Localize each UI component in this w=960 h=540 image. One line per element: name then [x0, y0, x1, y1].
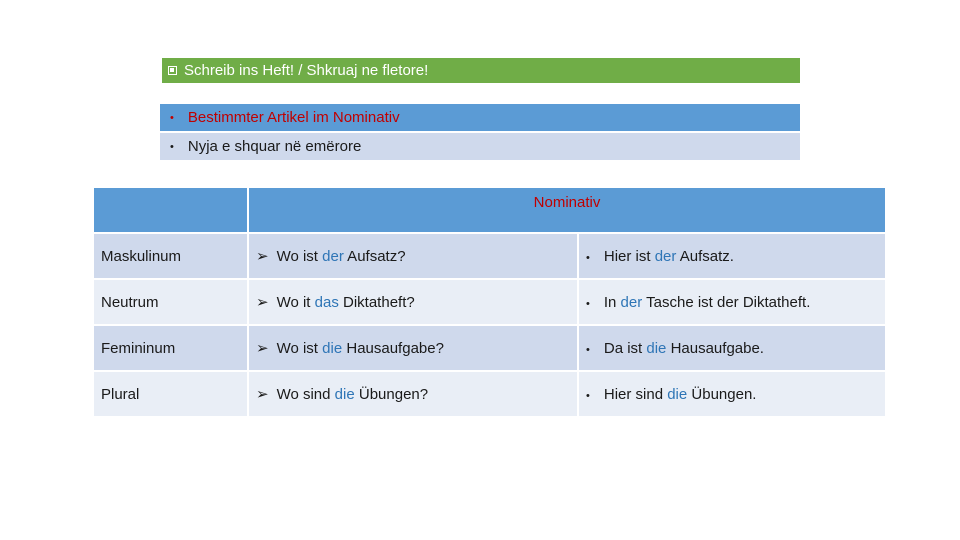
arrow-bullet-icon: ➢ [256, 340, 269, 357]
checkbox-icon [168, 66, 177, 75]
topic-bullet-albanian [160, 133, 800, 160]
table-row [93, 233, 886, 279]
article-text: die [646, 339, 667, 357]
answer-text: Tasche ist der Diktatheft. [642, 293, 811, 311]
answer-text: Aufsatz. [676, 247, 734, 265]
nominativ-table [92, 186, 887, 418]
arrow-bullet-icon: ➢ [256, 294, 269, 311]
bullet-icon: • [586, 297, 590, 310]
article-text: die [322, 340, 343, 357]
answer-text: Übungen. [687, 385, 757, 403]
table-row [93, 371, 886, 417]
question-text: Wo sind [276, 386, 335, 403]
question-text: Wo ist [276, 248, 323, 265]
question-text: Hausaufgabe? [342, 340, 444, 357]
answer-text: In [603, 293, 621, 311]
topic-text-albanian: Nyja e shquar në emërore [187, 138, 362, 155]
bullet-icon: • [170, 140, 174, 153]
header-title: Nominativ [248, 187, 886, 233]
question-cell [248, 325, 578, 371]
answer-cell [578, 371, 886, 417]
gender-cell: Plural [93, 371, 248, 417]
answer-cell [578, 325, 886, 371]
table-row [93, 325, 886, 371]
answer-text: Hausaufgabe. [666, 339, 764, 357]
header-empty-cell [93, 187, 248, 233]
article-text: das [314, 294, 339, 311]
article-text: der [322, 248, 344, 265]
bullet-icon: • [586, 251, 590, 264]
bullet-icon: • [586, 343, 590, 356]
question-text: Wo it [276, 294, 315, 311]
bullet-icon: • [586, 389, 590, 402]
question-cell [248, 371, 578, 417]
answer-cell [578, 233, 886, 279]
table-header-row [93, 187, 886, 233]
question-cell [248, 233, 578, 279]
article-text: die [667, 385, 688, 403]
article-text: der [654, 247, 677, 265]
question-text: Wo ist [276, 340, 323, 357]
answer-cell [578, 279, 886, 325]
instruction-text: Schreib ins Heft! / Shkruaj ne fletore! [184, 62, 429, 79]
article-text: der [620, 293, 643, 311]
answer-text: Hier ist [603, 247, 655, 265]
table-row [93, 279, 886, 325]
question-text: Übungen? [354, 386, 429, 403]
topic-bullet-german [160, 104, 800, 131]
gender-cell: Neutrum [93, 279, 248, 325]
article-text: die [334, 386, 355, 403]
question-cell [248, 279, 578, 325]
instruction-banner [162, 58, 800, 83]
question-text: Aufsatz? [343, 248, 406, 265]
gender-cell: Maskulinum [93, 233, 248, 279]
topic-text-german: Bestimmter Artikel im Nominativ [187, 109, 400, 126]
bullet-icon: • [170, 111, 174, 124]
answer-text: Da ist [603, 339, 647, 357]
question-text: Diktatheft? [338, 294, 415, 311]
answer-text: Hier sind [603, 385, 668, 403]
arrow-bullet-icon: ➢ [256, 248, 269, 265]
gender-cell: Femininum [93, 325, 248, 371]
arrow-bullet-icon: ➢ [256, 386, 269, 403]
